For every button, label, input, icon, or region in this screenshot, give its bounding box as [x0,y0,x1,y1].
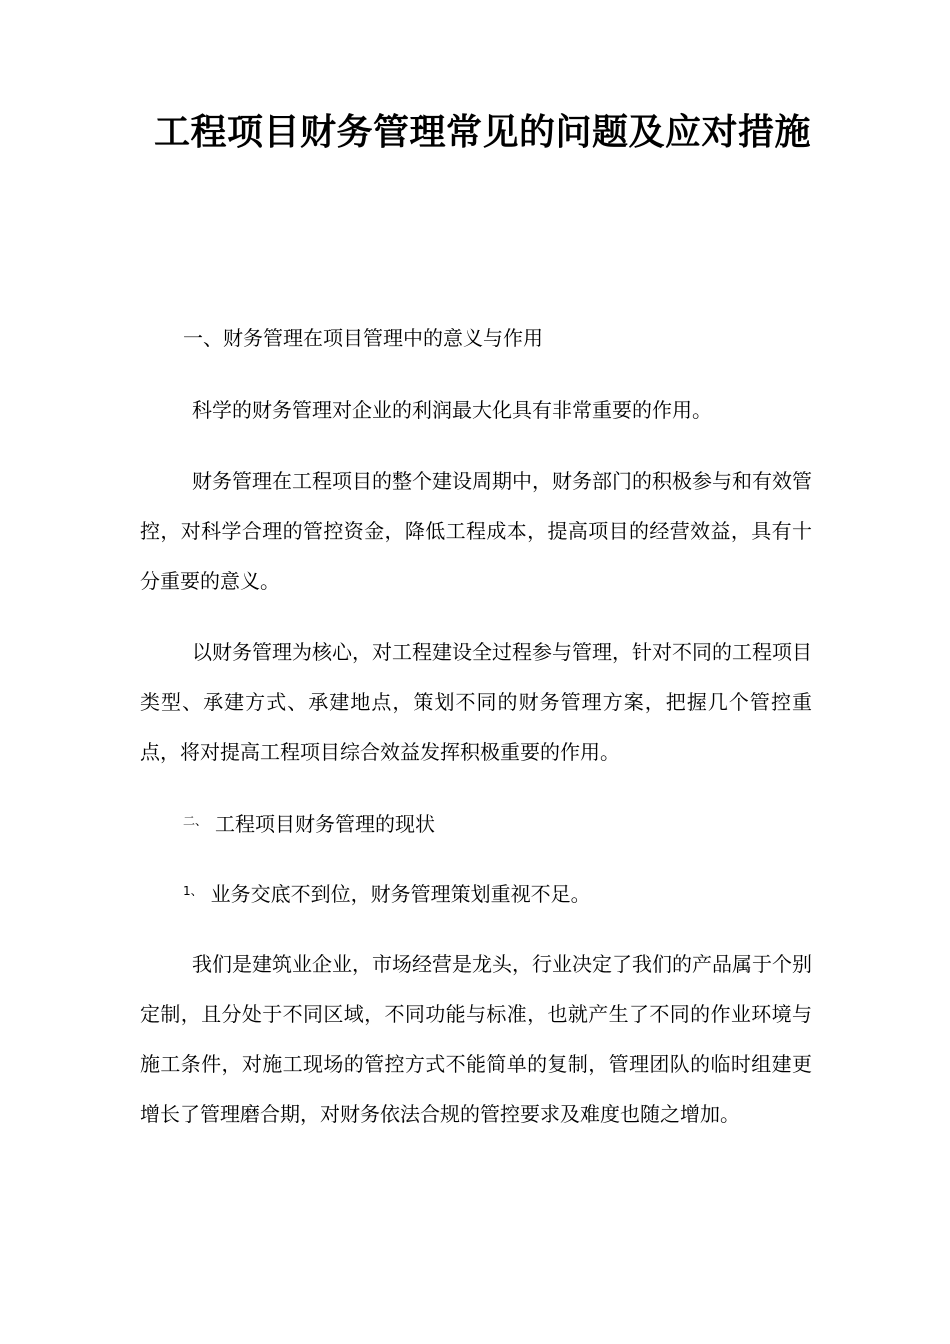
item-1-heading [183,876,591,909]
section-2-marker: 二、 [183,814,208,828]
document-title: 工程项目财务管理常见的问题及应对措施 [154,112,812,153]
item-1-marker: 1、 [183,884,203,898]
section-2-heading [183,806,435,839]
item-1-heading-text: 业务交底不到位，财务管理策划重视不足。 [210,882,591,906]
section-1-heading: 一、财务管理在项目管理中的意义与作用 [183,326,543,350]
paragraph-4: 我们是建筑业企业，市场经营是龙头，行业决定了我们的产品属于个别定制，且分处于不同区域，不同功能与标准，也就产生了不同的作业环境与施工条件，对施工现场的管控方式不能简单的复制，管理团队的临时组建更增长了管理磨合期，对财务依法合规的管控要求及难度也随之增加。 [140,952,812,1126]
section-2-heading-text: 工程项目财务管理的现状 [215,812,436,836]
paragraph-2: 财务管理在工程项目的整个建设周期中，财务部门的积极参与和有效管控，对科学合理的管控资金，降低工程成本，提高项目的经营效益，具有十分重要的意义。 [140,469,812,593]
paragraph-3: 以财务管理为核心，对工程建设全过程参与管理，针对不同的工程项目类型、承建方式、承建地点，策划不同的财务管理方案，把握几个管控重点，将对提高工程项目综合效益发挥积极重要的作用。 [140,640,812,764]
paragraph-1: 科学的财务管理对企业的利润最大化具有非常重要的作用。 [192,398,712,422]
